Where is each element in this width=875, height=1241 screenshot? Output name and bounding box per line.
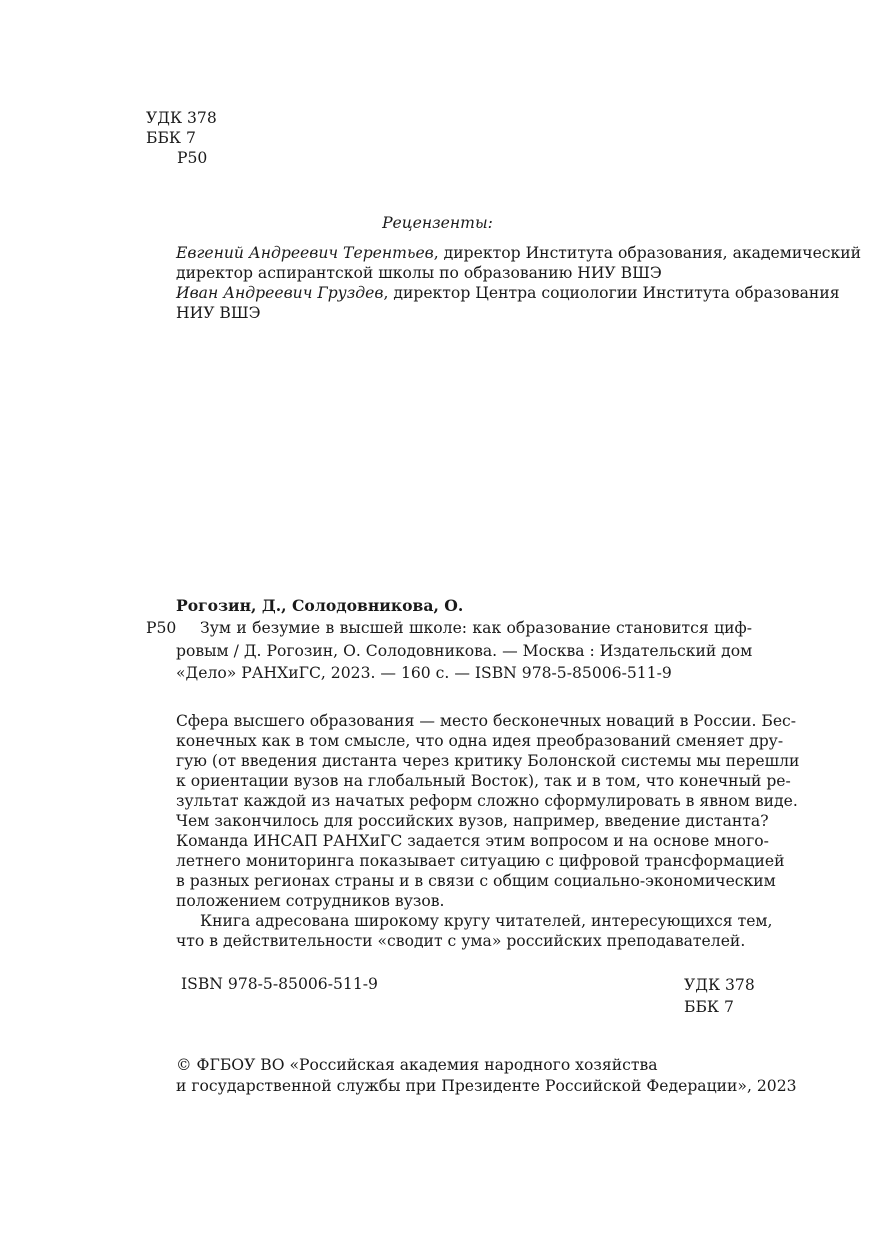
reviewer-1-role: , директор Института образования, академический — [433, 244, 862, 262]
annotation-line: гую (от введения дистанта через критику Болонской системы мы перешли — [176, 752, 800, 770]
annotation-line: летнего мониторинга показывает ситуацию с цифровой трансформацией — [176, 852, 785, 870]
catalog-authors: Рогозин, Д., Солодовникова, О. — [176, 596, 464, 615]
reviewer-2-line-2: НИУ ВШЭ — [176, 304, 261, 322]
reviewer-1-name: Евгений Андреевич Терентьев — [176, 244, 434, 262]
catalog-mark: Р50 — [146, 619, 177, 637]
reviewer-1-line-2: директор аспирантской школы по образованию НИУ ВШЭ — [176, 264, 662, 282]
annotation-line: Команда ИНСАП РАНХиГС задается этим вопросом и на основе много- — [176, 832, 769, 850]
catalog-line-1: Зум и безумие в высшей школе: как образование становится циф- — [200, 619, 752, 637]
isbn: ISBN 978-5-85006-511-9 — [181, 975, 378, 993]
reviewers-heading: Рецензенты: — [382, 214, 493, 232]
copyright-line-2: и государственной службы при Президенте Российской Федерации», 2023 — [176, 1077, 797, 1095]
catalog-line-2: ровым / Д. Рогозин, О. Солодовникова. — Москва : Издательский дом — [176, 642, 753, 660]
annotation-line: Сфера высшего образования — место бесконечных новаций в России. Бес- — [176, 712, 797, 730]
reviewer-1-line-1 — [176, 243, 862, 263]
annotation-line: в разных регионах страны и в связи с общим социально-экономическим — [176, 872, 776, 890]
annotation-line: Книга адресована широкому кругу читателей, интересующихся тем, — [200, 912, 773, 930]
annotation-line: конечных как в том смысле, что одна идея преобразований сменяет дру- — [176, 732, 784, 750]
catalog-entry-cont — [176, 640, 752, 684]
author-mark: Р50 — [177, 149, 208, 167]
top-codes — [146, 108, 217, 168]
annotation-line: зультат каждой из начатых реформ сложно сформулировать в явном виде. — [176, 792, 798, 810]
annotation-line: положением сотрудников вузов. — [176, 892, 445, 910]
copyright-line-1: © ФГБОУ ВО «Российская академия народного хозяйства — [176, 1056, 658, 1074]
catalog-entry — [200, 618, 752, 638]
annotation-line: к ориентации вузов на глобальный Восток), так и в том, что конечный ре- — [176, 772, 791, 790]
reviewer-2-role: , директор Центра социологии Института образования — [383, 284, 840, 302]
reviewers-list — [176, 243, 862, 323]
bbk-code: ББК 7 — [146, 129, 196, 147]
catalog-line-3: «Дело» РАНХиГС, 2023. — 160 с. — ISBN 978-5-85006-511-9 — [176, 664, 672, 682]
udk-code: УДК 378 — [146, 109, 217, 127]
bottom-udk: УДК 378 — [684, 976, 755, 994]
copyright — [176, 1055, 797, 1097]
annotation-line: Чем закончилось для российских вузов, например, введение дистанта? — [176, 812, 769, 830]
reviewer-2-name: Иван Андреевич Груздев — [176, 284, 384, 302]
annotation — [176, 711, 800, 951]
bottom-bbk: ББК 7 — [684, 998, 734, 1016]
annotation-line: что в действительности «сводит с ума» российских преподавателей. — [176, 932, 746, 950]
bottom-codes — [684, 974, 755, 1018]
reviewer-2-line-1 — [176, 283, 840, 303]
